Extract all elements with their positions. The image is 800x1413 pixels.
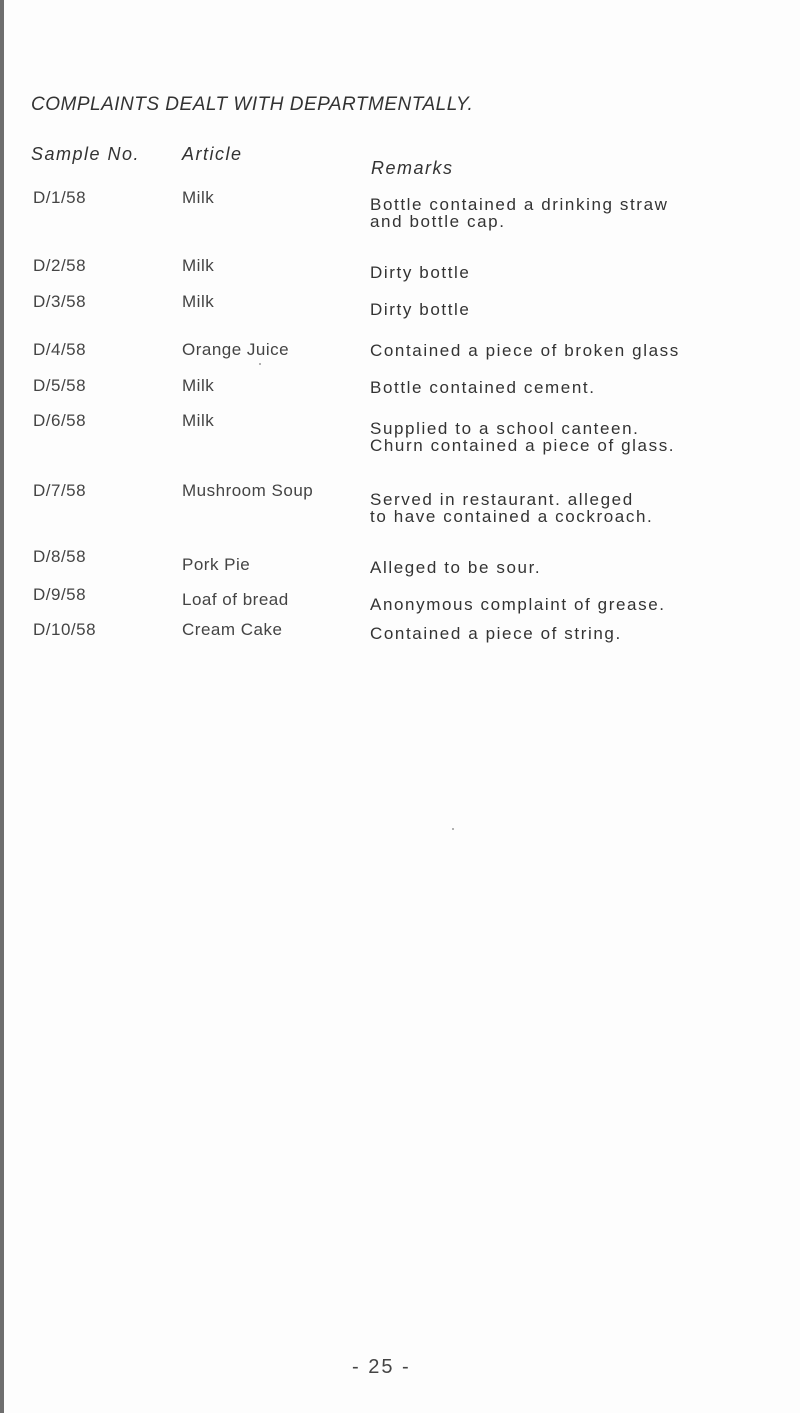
table-row-remarks: Dirty bottle xyxy=(370,263,471,282)
table-row-remarks: Contained a piece of broken glass xyxy=(370,341,680,360)
scan-speck xyxy=(259,363,261,365)
table-row-remarks: Alleged to be sour. xyxy=(370,558,542,577)
table-row-article: Milk xyxy=(182,411,215,430)
table-row-remarks: Bottle contained a drinking straw and bottle cap. xyxy=(370,195,669,231)
table-row-article: Milk xyxy=(182,188,215,207)
table-row-sample: D/10/58 xyxy=(33,620,97,639)
table-row-sample: D/6/58 xyxy=(33,411,87,430)
table-row-remarks: Served in restaurant. alleged to have contained a cockroach. xyxy=(370,490,654,526)
table-row-article: Milk xyxy=(182,256,215,275)
table-row-article: Cream Cake xyxy=(182,620,283,639)
table-row-article: Orange Juice xyxy=(182,340,290,359)
column-header-sample-no: Sample No. xyxy=(31,144,141,164)
table-row-article: Milk xyxy=(182,292,215,311)
table-row-remarks: Bottle contained cement. xyxy=(370,378,596,397)
page-title: COMPLAINTS DEALT WITH DEPARTMENTALLY. xyxy=(31,94,474,115)
table-row-article: Milk xyxy=(182,376,215,395)
scan-speck xyxy=(452,828,454,830)
table-row-sample: D/5/58 xyxy=(33,376,87,395)
table-row-article: Pork Pie xyxy=(182,555,251,574)
table-row-sample: D/9/58 xyxy=(33,585,87,604)
table-row-remarks: Anonymous complaint of grease. xyxy=(370,595,666,614)
table-row-sample: D/7/58 xyxy=(33,481,87,500)
table-row-sample: D/1/58 xyxy=(33,188,87,207)
table-row-article: Mushroom Soup xyxy=(182,481,314,500)
table-row-article: Loaf of bread xyxy=(182,590,289,609)
table-row-remarks: Supplied to a school canteen. Churn contained a piece of glass. xyxy=(370,419,676,455)
table-row-remarks: Contained a piece of string. xyxy=(370,624,622,643)
table-row-sample: D/3/58 xyxy=(33,292,87,311)
table-row-sample: D/2/58 xyxy=(33,256,87,275)
page-number: - 25 - xyxy=(352,1356,411,1378)
page-left-edge xyxy=(0,0,4,1413)
column-header-article: Article xyxy=(182,144,243,164)
table-row-remarks: Dirty bottle xyxy=(370,300,471,319)
table-row-sample: D/8/58 xyxy=(33,547,87,566)
column-header-remarks: Remarks xyxy=(371,158,454,178)
table-row-sample: D/4/58 xyxy=(33,340,87,359)
